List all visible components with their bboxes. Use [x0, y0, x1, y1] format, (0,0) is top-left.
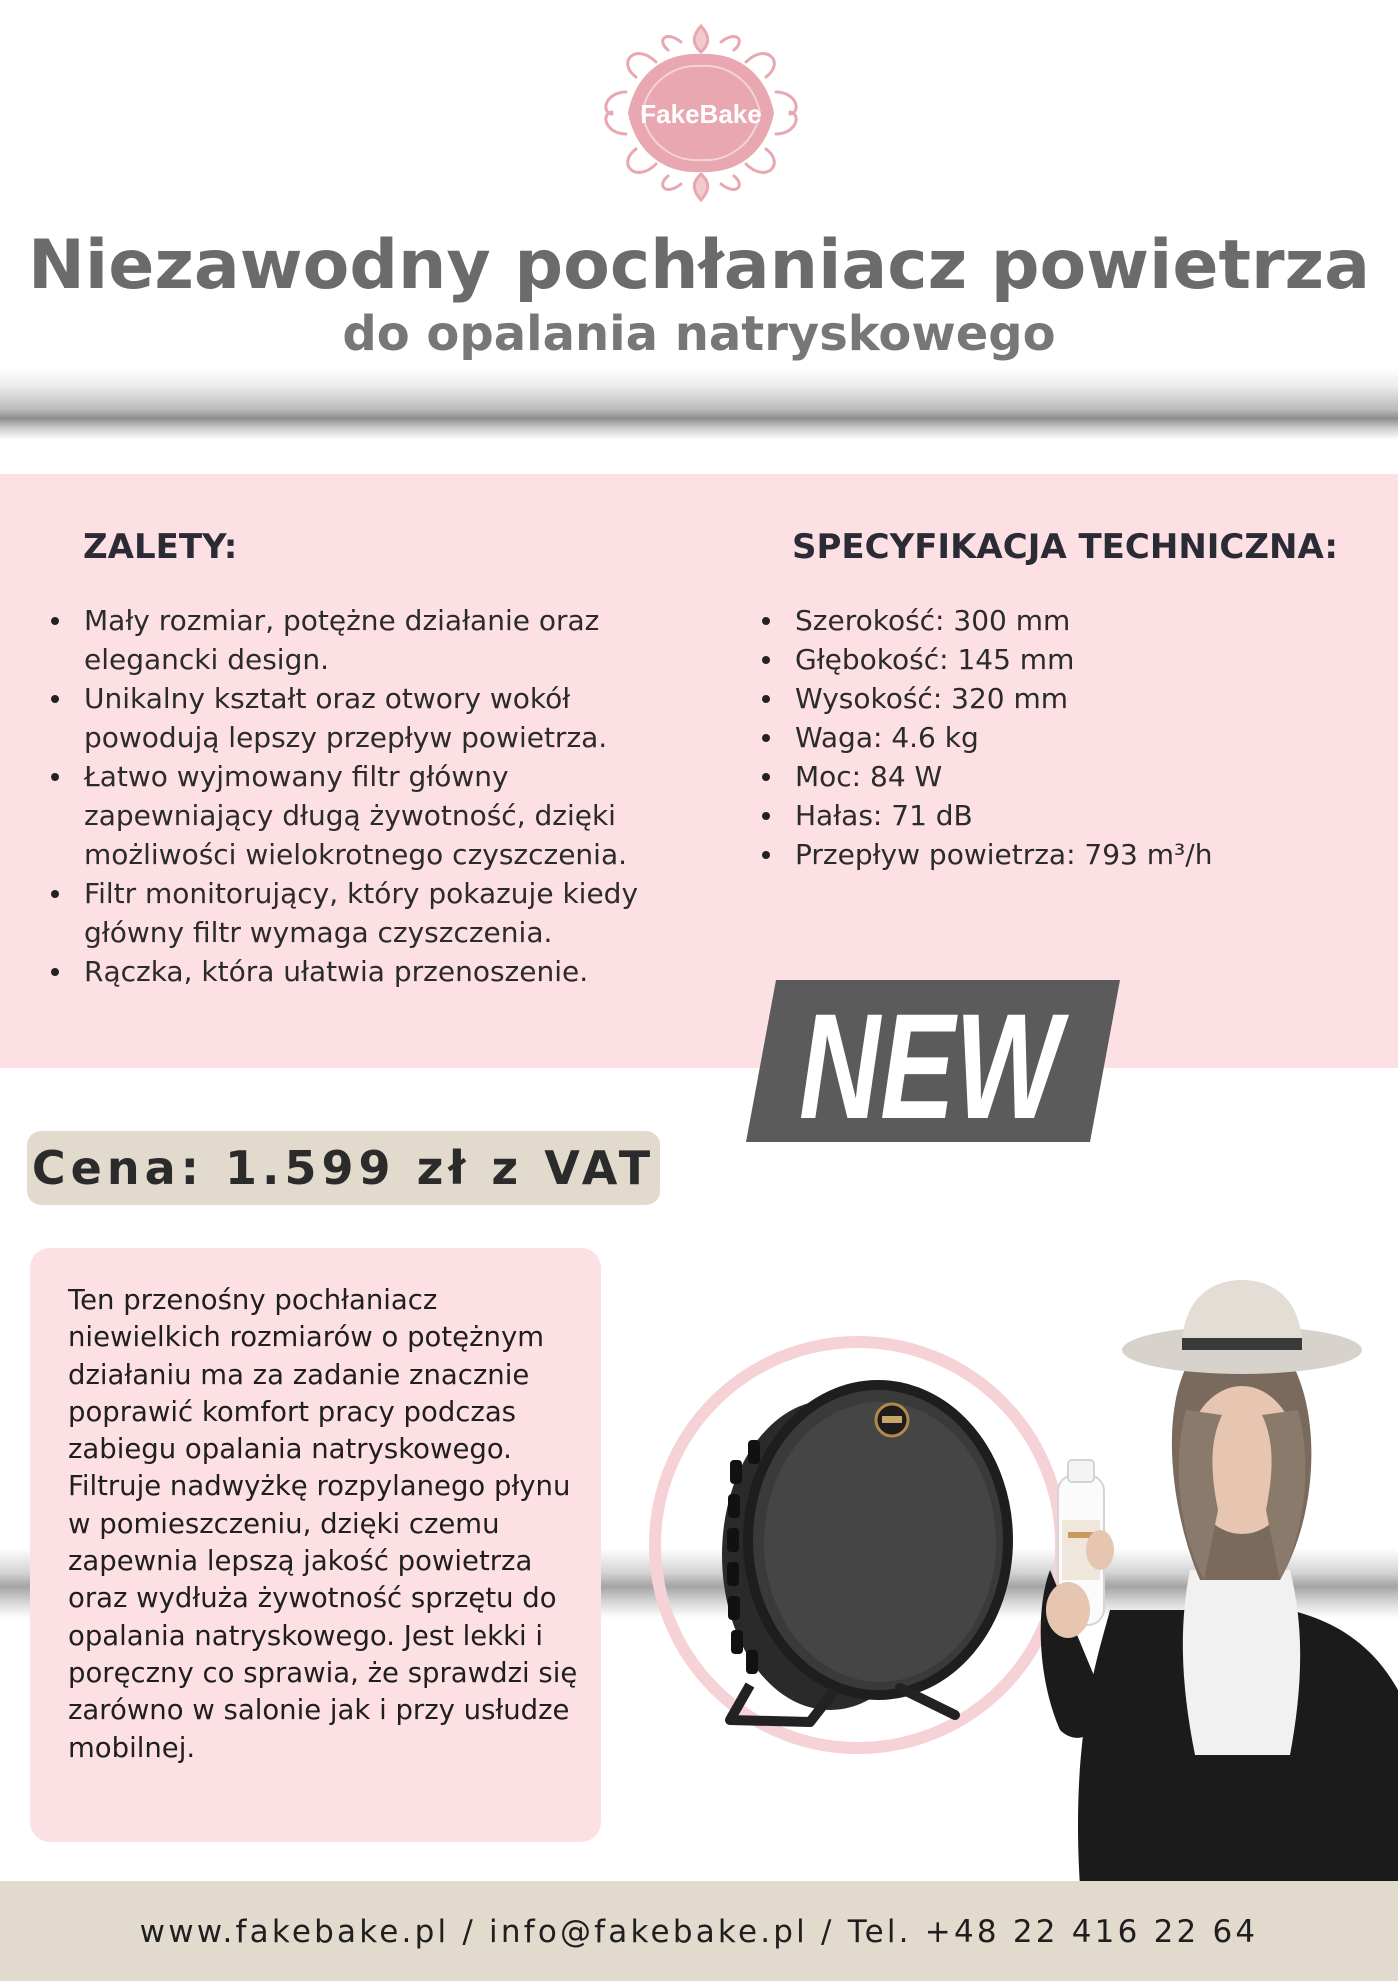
list-item: Łatwo wyjmowany filtr główny zapewniający długą żywotność, dzięki możliwości wielokrotnego czyszczenia. — [51, 757, 661, 874]
logo-text: FakeBake — [640, 99, 762, 129]
description-text: Ten przenośny pochłaniacz niewielkich rozmiarów o potężnym działaniu ma za zadanie znacznie poprawić komfort pracy podczas zabiegu opalania natryskowego. Filtruje nadwyżkę rozpylanego płynu w pomieszczeniu, dzięki czemu zapewnia lepszą jakość powietrza oraz wydłuża żywotność sprzętu do opalania natryskowego. Jest lekki i poręczny co sprawia, że sprawdzi się zarówno w salonie jak i przy usłudze mobilnej. — [68, 1284, 578, 1764]
list-item: Hałas: 71 dB — [762, 796, 1362, 835]
product-illustration — [630, 1210, 1398, 1886]
specs-list — [762, 601, 1362, 874]
list-item: Mały rozmiar, potężne działanie oraz elegancki design. — [51, 601, 661, 679]
list-item: Szerokość: 300 mm — [762, 601, 1362, 640]
footer-contact: www.fakebake.pl / info@fakebake.pl / Tel. +48 22 416 22 64 — [139, 1914, 1259, 1950]
new-badge-text: NEW — [799, 982, 1070, 1142]
list-item: Unikalny kształt oraz otwory wokół powodują lepszy przepływ powietrza. — [51, 679, 661, 757]
list-item: Waga: 4.6 kg — [762, 718, 1362, 757]
air-purifier-image — [722, 1385, 1008, 1722]
advantages-list — [51, 601, 661, 991]
list-item: Rączka, która ułatwia przenoszenie. — [51, 952, 661, 991]
list-item: Moc: 84 W — [762, 757, 1362, 796]
advantages-heading: ZALETY: — [83, 527, 238, 567]
fakebake-logo — [596, 22, 806, 204]
page-title: Niezawodny pochłaniacz powietrza — [28, 226, 1370, 305]
list-item: Filtr monitorujący, który pokazuje kiedy główny filtr wymaga czyszczenia. — [51, 874, 661, 952]
page-subtitle: do opalania natryskowego — [342, 306, 1056, 362]
list-item: Głębokość: 145 mm — [762, 640, 1362, 679]
model-photo — [1041, 1280, 1398, 1886]
specs-heading: SPECYFIKACJA TECHNICZNA: — [792, 527, 1339, 567]
list-item: Przepływ powietrza: 793 m³/h — [762, 835, 1362, 874]
price-label: Cena: 1.599 zł z VAT — [31, 1141, 656, 1195]
list-item: Wysokość: 320 mm — [762, 679, 1362, 718]
header-divider-band — [0, 368, 1398, 440]
new-badge — [746, 980, 1120, 1142]
